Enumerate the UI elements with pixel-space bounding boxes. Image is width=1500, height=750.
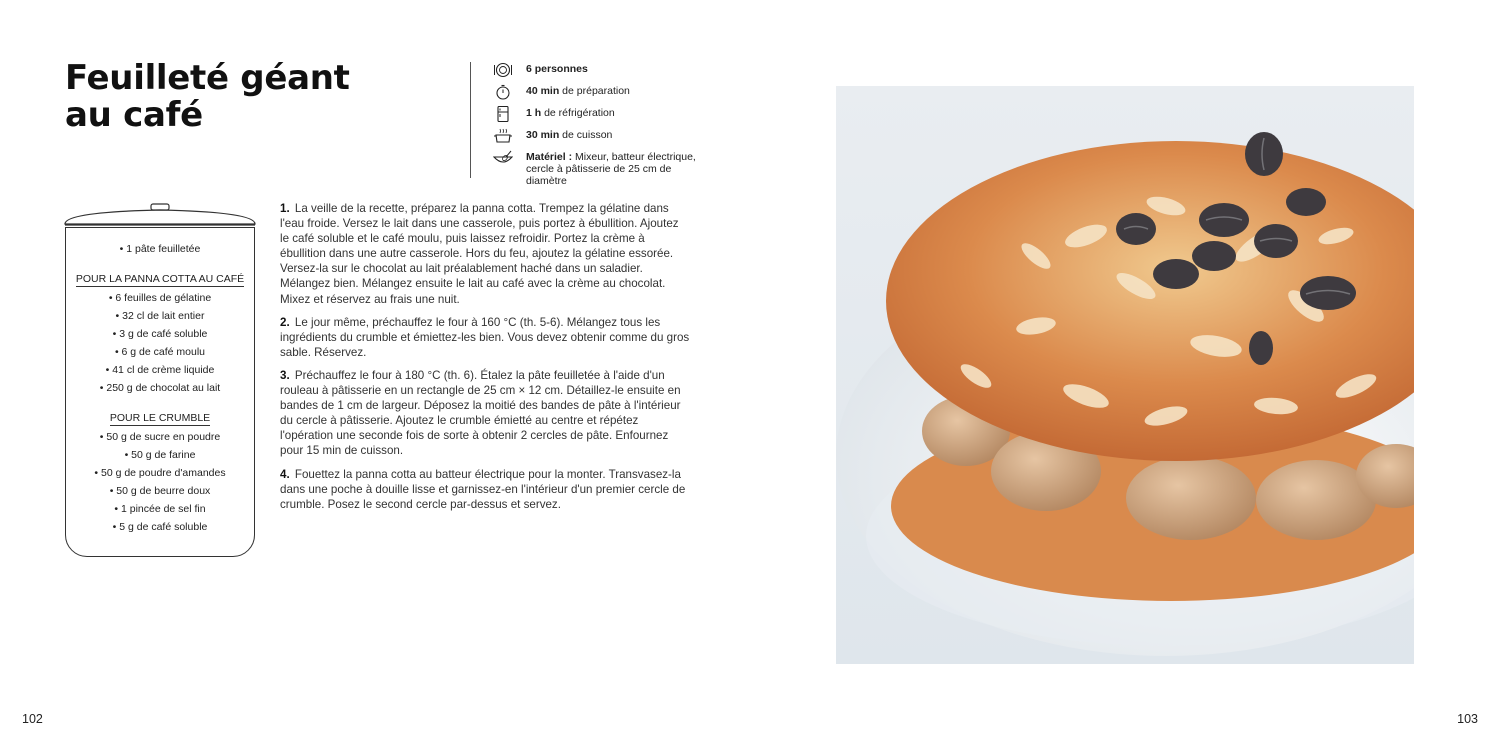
step-text: Fouettez la panna cotta au batteur électrique pour la monter. Transvasez-la dans une poche à douille lisse et garnissez-en l'intérieur d'un premier cercle de crumble. Posez le second cercle par-dessus et servez. bbox=[280, 467, 686, 511]
meta-prep-time bbox=[493, 84, 710, 100]
step-text: La veille de la recette, préparez la panna cotta. Trempez la gélatine dans l'eau froide. Versez le lait dans une casserole, puis portez à ébullition. Ajoutez le café soluble et le café moulu, puis laissez refroidir. Portez la crème à ébullition dans une autre casserole. Hors du feu, ajoutez la gélatine essorée. Versez-la sur le chocolat au lait préalablement haché dans un saladier. Mélangez bien. Mélangez ensuite le lait au café avec la crème au chocolat. Mixez et réservez au frais une nuit. bbox=[280, 202, 679, 306]
servings-value: 6 personnes bbox=[526, 63, 588, 75]
crumble-heading: POUR LE CRUMBLE bbox=[109, 412, 211, 424]
meta-servings bbox=[493, 62, 710, 78]
ingredient-item: • 32 cl de lait entier bbox=[115, 310, 205, 322]
pot-lid-icon bbox=[62, 200, 258, 227]
step-4 bbox=[280, 467, 690, 512]
step-number: 2. bbox=[280, 315, 290, 329]
page-number-right: 103 bbox=[1457, 712, 1478, 726]
step-text: Préchauffez le four à 180 °C (th. 6). Étalez la pâte feuilletée à l'aide d'un rouleau à pâtisserie en un rectangle de 25 cm × 12 cm. Détaillez-le ensuite en bandes de 1 cm de largeur. Déposez la moitié des bandes de pâte à l'intérieur du cercle à pâtisserie. Ajoutez le crumble émietté au centre et répétez l'opération une seconde fois de sorte à obtenir 2 cercles de pâte. Enfournez pour 15 min de cuisson. bbox=[280, 368, 681, 458]
ingredient-item: • 50 g de farine bbox=[124, 449, 196, 461]
chill-time-label: de réfrigération bbox=[541, 107, 615, 119]
fridge-icon bbox=[493, 106, 513, 122]
timer-icon bbox=[493, 84, 513, 100]
right-page bbox=[750, 0, 1500, 750]
ingredient-item: • 5 g de café soluble bbox=[112, 521, 208, 533]
equipment-value: Mixeur, batteur électrique, cercle à pâtisserie de 25 cm de diamètre bbox=[526, 151, 696, 187]
prep-time-label: de préparation bbox=[559, 85, 630, 97]
ingredients-pot bbox=[62, 200, 258, 557]
meta-chill-time bbox=[493, 106, 710, 122]
cook-time-label: de cuisson bbox=[559, 129, 613, 141]
step-text: Le jour même, préchauffez le four à 160 °C (th. 5-6). Mélangez tous les ingrédients du crumble et émiettez-les bien. Vous devez obtenir comme du gros sable. Réservez. bbox=[280, 315, 690, 359]
ingredient-item: • 50 g de poudre d'amandes bbox=[94, 467, 226, 479]
ingredient-item: • 50 g de beurre doux bbox=[109, 485, 211, 497]
ingredient-item: • 1 pincée de sel fin bbox=[114, 503, 206, 515]
pastry-photo bbox=[836, 86, 1414, 664]
ingredients-list bbox=[65, 227, 255, 557]
ingredient-item: • 250 g de chocolat au lait bbox=[99, 382, 221, 394]
recipe-meta bbox=[470, 62, 710, 187]
cook-time-value: 30 min bbox=[526, 129, 560, 141]
step-number: 3. bbox=[280, 368, 290, 382]
chill-time-value: 1 h bbox=[526, 107, 542, 119]
meta-cook-time bbox=[493, 128, 710, 144]
step-2 bbox=[280, 315, 690, 360]
mixing-bowl-whisk-icon bbox=[493, 150, 513, 166]
step-number: 4. bbox=[280, 467, 290, 481]
servings-plate-icon bbox=[493, 62, 513, 78]
ingredient-item: • 50 g de sucre en poudre bbox=[99, 431, 221, 443]
step-number: 1. bbox=[280, 202, 290, 215]
prep-time-value: 40 min bbox=[526, 85, 560, 97]
step-1 bbox=[280, 201, 690, 307]
title-line-1: Feuilleté géant bbox=[65, 58, 350, 98]
page-number-left: 102 bbox=[22, 712, 43, 726]
cooking-pot-icon bbox=[493, 128, 513, 144]
ingredient-item: • 6 g de café moulu bbox=[114, 346, 206, 358]
ingredient-item: • 6 feuilles de gélatine bbox=[108, 292, 212, 304]
equipment-label: Matériel : bbox=[526, 151, 573, 163]
panna-cotta-heading: POUR LA PANNA COTTA AU CAFÉ bbox=[75, 273, 245, 285]
recipe-title bbox=[65, 60, 350, 134]
ingredient-item: • 3 g de café soluble bbox=[112, 328, 208, 340]
step-3 bbox=[280, 368, 690, 459]
ingredient-item: • 1 pâte feuilletée bbox=[119, 243, 201, 255]
ingredient-item: • 41 cl de crème liquide bbox=[105, 364, 215, 376]
meta-equipment bbox=[493, 150, 710, 187]
recipe-steps bbox=[280, 201, 690, 520]
title-line-2: au café bbox=[65, 95, 203, 135]
